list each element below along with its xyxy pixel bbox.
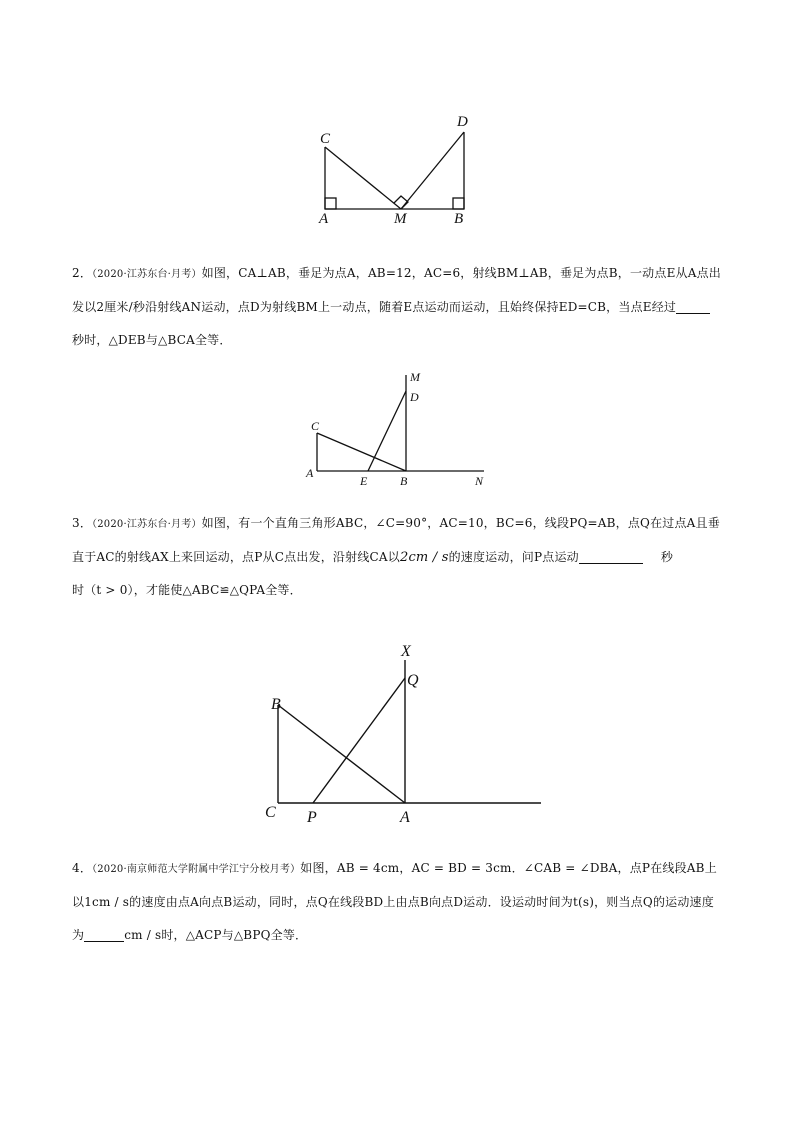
label-x: X: [401, 643, 411, 660]
figure-3-svg: [255, 635, 555, 830]
question-3-text-c: 时（t > 0），才能使△ABC≌△QPA全等．: [72, 583, 302, 597]
question-4-text-b: cm / s时，△ACP与△BPQ全等．: [124, 928, 308, 942]
question-3-number: 3．: [72, 516, 93, 530]
question-2-text-b: 秒时，△DEB与△BCA全等．: [72, 333, 232, 347]
question-4-answer-blank[interactable]: [84, 927, 124, 942]
label-c: C: [265, 804, 276, 821]
segment-pq: [313, 678, 405, 803]
label-b: B: [454, 211, 464, 227]
question-4: [72, 852, 724, 952]
question-3-answer-blank[interactable]: [579, 549, 643, 564]
question-2-source: （2020·江苏东台·月考）: [92, 269, 202, 280]
question-3-speed: 2cm / s: [399, 550, 449, 565]
question-3: [72, 507, 724, 607]
label-q: Q: [407, 672, 419, 689]
label-m: M: [410, 370, 420, 384]
right-angle-mark-b: [453, 198, 464, 209]
question-3-unit: 秒: [660, 550, 674, 564]
label-a: A: [306, 466, 314, 480]
question-4-number: 4．: [72, 861, 93, 875]
label-e: E: [360, 474, 368, 488]
segment-ba: [278, 705, 405, 803]
label-d: D: [410, 390, 419, 404]
figure-2: [300, 365, 500, 490]
label-b: B: [271, 696, 281, 713]
right-angle-mark-a: [325, 198, 336, 209]
label-a: A: [400, 809, 410, 826]
question-2: [72, 257, 724, 357]
label-b: B: [400, 474, 408, 488]
label-d: D: [457, 114, 468, 130]
question-3-source: （2020·江苏东台·月考）: [92, 519, 202, 530]
question-2-answer-blank[interactable]: [676, 299, 710, 314]
figure-3: [255, 635, 555, 830]
question-4-text-a: 如图，AB = 4cm，AC = BD = 3cm．∠CAB = ∠DBA，点P在线段AB上以1cm / s的速度由点A向点B运动，同时，点Q在线段BD上由点B向点D运动．设运动时间为t(s)，则当点Q的运动速度为: [72, 861, 717, 942]
figure-1-svg: [300, 105, 500, 230]
label-c: C: [311, 419, 320, 433]
question-3-text-a: 如图，有一个直角三角形ABC，∠C=90°，AC=10，BC=6，线段PQ=AB，点Q在过点A且垂直于AC的射线AX上来回运动，点P从C点出发，沿射线CA以: [72, 516, 720, 564]
question-3-text-b: 的速度运动，问P点运动: [448, 550, 579, 564]
label-n: N: [475, 474, 484, 488]
question-4-source: （2020·南京师范大学附属中学江宁分校月考）: [92, 864, 301, 875]
figure-1: [300, 105, 500, 230]
label-m: M: [394, 211, 407, 227]
figure-2-svg: [300, 365, 500, 490]
label-p: P: [307, 809, 317, 826]
question-2-text-a: 如图，CA⊥AB，垂足为点A，AB=12，AC=6，射线BM⊥AB，垂足为点B，一动点E从A点出发以2厘米/秒沿射线AN运动，点D为射线BM上一动点，随着E点运动而运动，且始终保持ED=CB，当点E经过: [72, 266, 722, 314]
segment-cb: [317, 433, 406, 471]
segment-ed: [368, 391, 406, 471]
question-2-number: 2．: [72, 266, 93, 280]
label-a: A: [319, 211, 329, 227]
label-c: C: [320, 131, 331, 147]
